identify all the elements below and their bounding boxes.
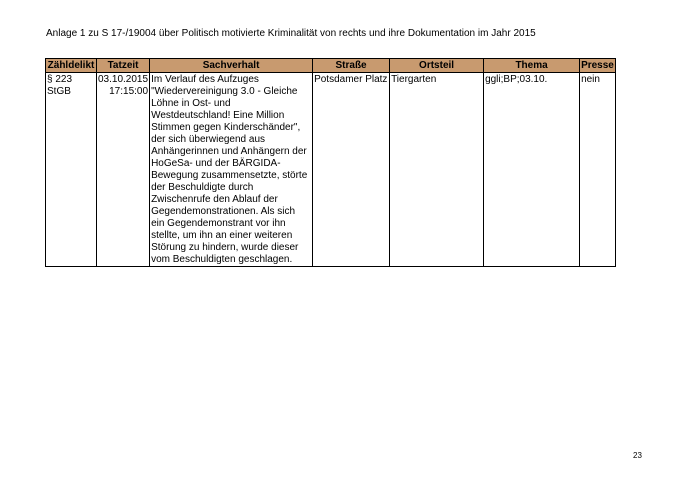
cell-strasse: Potsdamer Platz [313, 73, 390, 267]
cell-tatzeit [97, 73, 150, 267]
tatzeit-time: 17:15:00 [109, 86, 149, 97]
cell-sachverhalt: Im Verlauf des Aufzuges "Wiedervereinigung 3.0 - Gleiche Löhne in Ost- und Westdeutschland! Eine Million Stimmen gegen Kinderschänder", der sich überwiegend aus Anhängerinnen und Anhängern der HoGeSa- und der BÄRGIDA-Bewegung zusammensetzte, störte der Beschuldigte durch Zwischenrufe den Ablauf der Gegendemonstrationen. Als sich ein Gegendemonstrant vor ihn stellte, um ihn an einer weiteren Störung zu hindern, wurde dieser vom Beschuldigten geschlagen. [150, 73, 313, 267]
incident-table [45, 58, 616, 267]
table-row [46, 73, 616, 267]
cell-thema: ggli;BP;03.10. [484, 73, 580, 267]
column-header-presse: Presse [581, 59, 614, 71]
column-header-thema: Thema [484, 59, 580, 73]
cell-zaehldelikt: § 223 StGB [46, 73, 97, 267]
cell-presse: nein [580, 73, 616, 267]
table-header-row [46, 59, 616, 73]
cell-ortsteil: Tiergarten [390, 73, 484, 267]
page-number: 23 [633, 451, 642, 460]
column-header-strasse: Straße [313, 59, 390, 73]
page-title: Anlage 1 zu S 17-/19004 über Politisch motivierte Kriminalität von rechts und ihre Dokumentation im Jahr 2015 [46, 28, 536, 39]
column-header-sachverhalt: Sachverhalt [150, 59, 313, 73]
tatzeit-date: 03.10.2015 [98, 74, 149, 85]
column-header-tatzeit: Tatzeit [97, 59, 150, 73]
column-header-zaehldelikt: Zähldelikt [46, 59, 97, 73]
column-header-ortsteil: Ortsteil [390, 59, 484, 73]
